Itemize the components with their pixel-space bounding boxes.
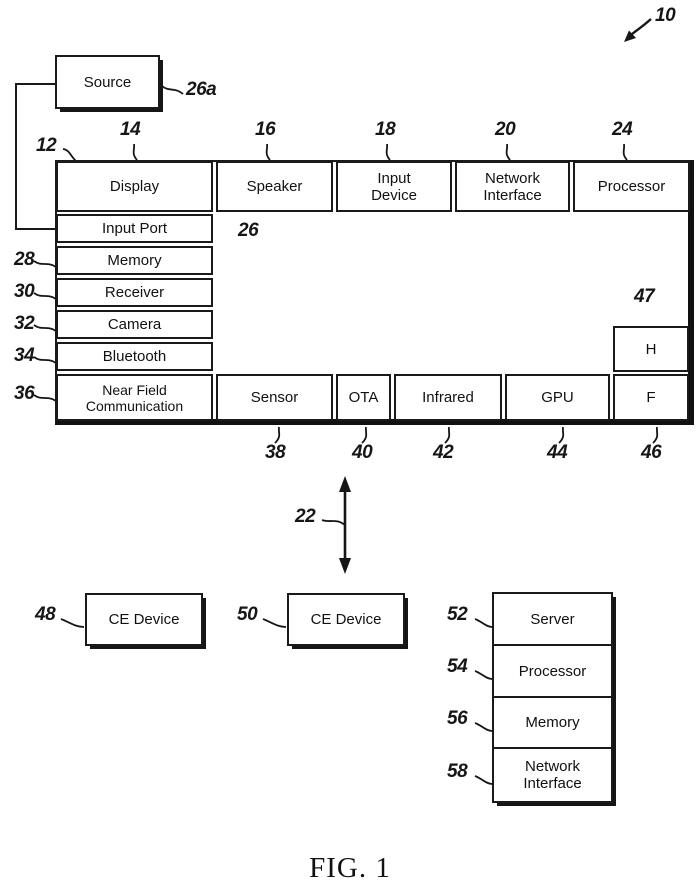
leader-42 [445, 427, 449, 443]
ref-34: 34 [14, 345, 35, 366]
ref-12: 12 [36, 135, 57, 156]
box-network-interface [455, 161, 570, 212]
leader-30 [34, 293, 56, 299]
leader-34 [34, 357, 56, 363]
leader-24 [624, 144, 627, 160]
ref-48: 48 [35, 604, 56, 625]
box-server-network-interface-label: Network Interface [523, 758, 582, 792]
leader-48 [61, 619, 84, 627]
box-processor-label: Processor [597, 178, 666, 195]
box-bluetooth-label: Bluetooth [102, 348, 167, 365]
box-server-network-interface [494, 749, 611, 801]
box-display [56, 161, 213, 212]
leader-58 [475, 776, 492, 784]
box-ota-label: OTA [348, 389, 379, 406]
leader-50 [263, 619, 286, 627]
box-h-label: H [645, 340, 657, 358]
box-server-memory [494, 698, 611, 749]
box-source-label: Source [83, 73, 132, 91]
ref-16: 16 [255, 119, 276, 140]
box-input-device-label: Input Device [371, 169, 417, 204]
box-server-processor [494, 646, 611, 698]
bidirectional-arrow-icon [339, 476, 351, 574]
ref-38: 38 [265, 442, 286, 463]
box-sensor [216, 374, 333, 421]
box-ce-device-2 [287, 593, 405, 646]
leader-20 [507, 144, 510, 160]
leader-16 [267, 144, 270, 160]
box-ce-device-2-label: CE Device [310, 611, 382, 628]
box-sensor-label: Sensor [250, 389, 299, 406]
ref-46: 46 [641, 442, 662, 463]
box-infrared [394, 374, 502, 421]
box-ota [336, 374, 391, 421]
box-ce-device-1 [85, 593, 203, 646]
ref-10: 10 [655, 5, 676, 26]
ref-26a: 26a [186, 79, 217, 100]
box-near-field-communication [56, 374, 213, 421]
box-server [494, 594, 611, 646]
box-f-label: F [646, 389, 656, 406]
ref-14: 14 [120, 119, 141, 140]
figure-caption: FIG. 1 [309, 852, 391, 884]
box-server-label: Server [530, 610, 575, 628]
box-server-stack [492, 592, 613, 803]
ref-54: 54 [447, 656, 468, 677]
box-display-label: Display [109, 178, 160, 195]
box-infrared-label: Infrared [422, 389, 474, 406]
leader-26a [162, 86, 183, 94]
box-gpu [505, 374, 610, 421]
ref-50: 50 [237, 604, 258, 625]
leader-56 [475, 723, 492, 731]
leader-14 [134, 144, 137, 160]
box-ce-device-1-label: CE Device [108, 611, 180, 628]
leader-40 [362, 427, 366, 443]
ref-40: 40 [352, 442, 373, 463]
ref-32: 32 [14, 313, 35, 334]
leader-22 [322, 520, 345, 525]
box-memory-label: Memory [107, 252, 162, 269]
leader-54 [475, 671, 492, 679]
box-speaker-label: Speaker [246, 178, 303, 195]
box-input-device [336, 161, 452, 212]
box-h [613, 326, 689, 372]
box-server-memory-label: Memory [525, 714, 580, 731]
leader-36 [34, 395, 56, 401]
box-bluetooth [56, 342, 213, 371]
leader-18 [387, 144, 390, 160]
leader-44 [559, 427, 563, 443]
box-gpu-label: GPU [541, 389, 574, 406]
box-processor [573, 161, 690, 212]
box-f [613, 374, 689, 421]
box-source [55, 55, 160, 109]
leader-46 [653, 427, 657, 443]
ref-28: 28 [14, 249, 35, 270]
box-input-port [56, 214, 213, 243]
ref-18: 18 [375, 119, 396, 140]
ref-24: 24 [612, 119, 633, 140]
box-server-processor-label: Processor [518, 662, 587, 680]
box-near-field-communication-label: Near Field Communication [85, 381, 184, 414]
ref-44: 44 [547, 442, 568, 463]
box-memory [56, 246, 213, 275]
ref-30: 30 [14, 281, 35, 302]
ref-47: 47 [634, 286, 655, 307]
box-receiver-label: Receiver [104, 284, 165, 301]
box-network-interface-label: Network Interface [483, 169, 542, 204]
ref-36: 36 [14, 383, 35, 404]
ref-22: 22 [295, 506, 316, 527]
leader-28 [34, 261, 56, 267]
leader-52 [475, 619, 492, 627]
ref-20: 20 [495, 119, 516, 140]
ref-56: 56 [447, 708, 468, 729]
box-input-port-label: Input Port [101, 220, 168, 237]
box-camera [56, 310, 213, 339]
leader-32 [34, 325, 56, 331]
ref-42: 42 [433, 442, 454, 463]
ref-26: 26 [238, 220, 259, 241]
box-camera-label: Camera [107, 316, 162, 333]
leader-38 [275, 427, 279, 443]
box-receiver [56, 278, 213, 307]
ref-52: 52 [447, 604, 468, 625]
box-speaker [216, 161, 333, 212]
system-pointer-arrow-icon [624, 19, 651, 42]
ref-58: 58 [447, 761, 468, 782]
